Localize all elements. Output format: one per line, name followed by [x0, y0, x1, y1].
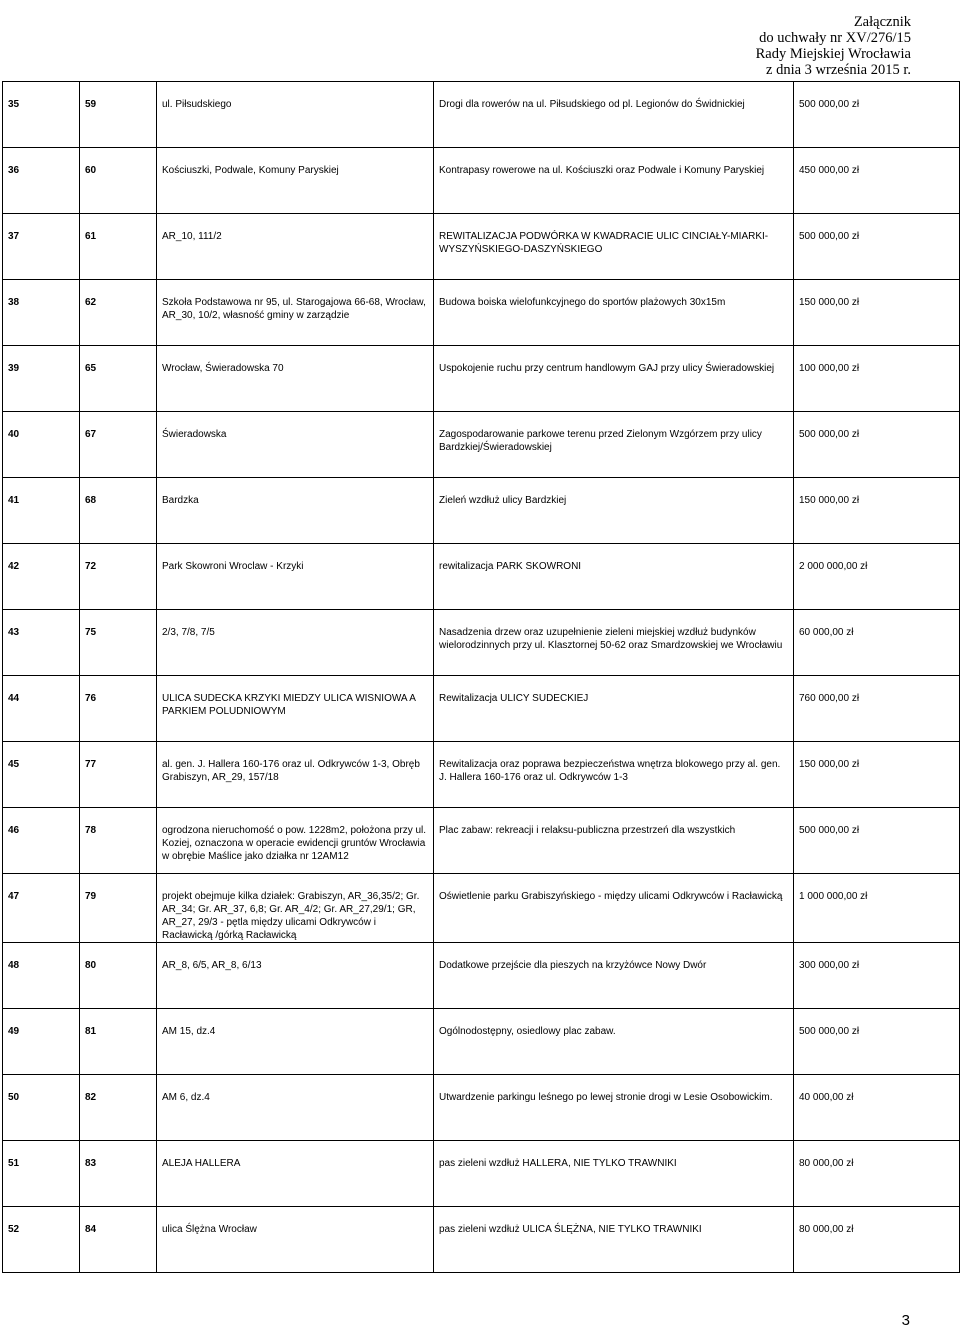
row-number-cell: 51 [3, 1141, 80, 1207]
projects-table [2, 81, 960, 1273]
table-row [3, 742, 960, 808]
table-row [3, 676, 960, 742]
description-cell: Ogólnodostępny, osiedlowy plac zabaw. [434, 1009, 794, 1075]
projects-table-body [3, 82, 960, 1273]
description-cell: pas zieleni wzdłuż ULICA ŚLĘŻNA, NIE TYLKO TRAWNIKI [434, 1207, 794, 1273]
project-id-cell: 75 [80, 610, 157, 676]
table-row [3, 82, 960, 148]
location-cell: AM 15, dz.4 [157, 1009, 434, 1075]
project-id-cell: 84 [80, 1207, 157, 1273]
description-cell: Dodatkowe przejście dla pieszych na krzyżówce Nowy Dwór [434, 943, 794, 1009]
amount-cell: 80 000,00 zł [794, 1141, 960, 1207]
amount-cell: 80 000,00 zł [794, 1207, 960, 1273]
table-row [3, 808, 960, 874]
header-date: z dnia 3 września 2015 r. [766, 62, 911, 78]
row-number-cell: 41 [3, 478, 80, 544]
location-cell: ulica Ślężna Wrocław [157, 1207, 434, 1273]
row-number-cell: 50 [3, 1075, 80, 1141]
project-id-cell: 81 [80, 1009, 157, 1075]
table-row [3, 1009, 960, 1075]
description-cell: Oświetlenie parku Grabiszyńskiego - między ulicami Odkrywców i Racławicką [434, 874, 794, 943]
amount-cell: 500 000,00 zł [794, 808, 960, 874]
location-cell: Kościuszki, Podwale, Komuny Paryskiej [157, 148, 434, 214]
amount-cell: 2 000 000,00 zł [794, 544, 960, 610]
amount-cell: 150 000,00 zł [794, 280, 960, 346]
project-id-cell: 82 [80, 1075, 157, 1141]
location-cell: Bardzka [157, 478, 434, 544]
header-resolution: do uchwały nr XV/276/15 [759, 30, 911, 46]
description-cell: Zieleń wzdłuż ulicy Bardzkiej [434, 478, 794, 544]
project-id-cell: 76 [80, 676, 157, 742]
location-cell: Świeradowska [157, 412, 434, 478]
amount-cell: 60 000,00 zł [794, 610, 960, 676]
table-row [3, 1207, 960, 1273]
project-id-cell: 72 [80, 544, 157, 610]
table-row [3, 148, 960, 214]
location-cell: AR_10, 111/2 [157, 214, 434, 280]
table-row [3, 280, 960, 346]
project-id-cell: 77 [80, 742, 157, 808]
location-cell: al. gen. J. Hallera 160-176 oraz ul. Odkrywców 1-3, Obręb Grabiszyn, AR_29, 157/18 [157, 742, 434, 808]
table-row [3, 478, 960, 544]
row-number-cell: 46 [3, 808, 80, 874]
project-id-cell: 79 [80, 874, 157, 943]
location-cell: Park Skowroni Wroclaw - Krzyki [157, 544, 434, 610]
table-row [3, 544, 960, 610]
amount-cell: 500 000,00 zł [794, 412, 960, 478]
table-row [3, 874, 960, 943]
amount-cell: 150 000,00 zł [794, 478, 960, 544]
table-row [3, 610, 960, 676]
amount-cell: 760 000,00 zł [794, 676, 960, 742]
location-cell: ALEJA HALLERA [157, 1141, 434, 1207]
description-cell: Drogi dla rowerów na ul. Piłsudskiego od pl. Legionów do Świdnickiej [434, 82, 794, 148]
location-cell: ul. Piłsudskiego [157, 82, 434, 148]
location-cell: AR_8, 6/5, AR_8, 6/13 [157, 943, 434, 1009]
project-id-cell: 67 [80, 412, 157, 478]
amount-cell: 450 000,00 zł [794, 148, 960, 214]
project-id-cell: 78 [80, 808, 157, 874]
location-cell: 2/3, 7/8, 7/5 [157, 610, 434, 676]
row-number-cell: 43 [3, 610, 80, 676]
row-number-cell: 40 [3, 412, 80, 478]
table-row [3, 214, 960, 280]
table-row [3, 1075, 960, 1141]
page-number: 3 [901, 1312, 910, 1329]
description-cell: Rewitalizacja oraz poprawa bezpieczeństwa wnętrza blokowego przy al. gen. J. Hallera 160-176 oraz ul. Odkrywców 1-3 [434, 742, 794, 808]
table-row [3, 943, 960, 1009]
amount-cell: 500 000,00 zł [794, 82, 960, 148]
row-number-cell: 44 [3, 676, 80, 742]
row-number-cell: 35 [3, 82, 80, 148]
project-id-cell: 83 [80, 1141, 157, 1207]
amount-cell: 500 000,00 zł [794, 214, 960, 280]
row-number-cell: 42 [3, 544, 80, 610]
project-id-cell: 68 [80, 478, 157, 544]
row-number-cell: 37 [3, 214, 80, 280]
project-id-cell: 65 [80, 346, 157, 412]
description-cell: Uspokojenie ruchu przy centrum handlowym GAJ przy ulicy Świeradowskiej [434, 346, 794, 412]
description-cell: Utwardzenie parkingu leśnego po lewej stronie drogi w Lesie Osobowickim. [434, 1075, 794, 1141]
description-cell: pas zieleni wzdłuż HALLERA, NIE TYLKO TRAWNIKI [434, 1141, 794, 1207]
row-number-cell: 36 [3, 148, 80, 214]
project-id-cell: 62 [80, 280, 157, 346]
row-number-cell: 38 [3, 280, 80, 346]
table-row [3, 346, 960, 412]
description-cell: rewitalizacja PARK SKOWRONI [434, 544, 794, 610]
location-cell: Szkoła Podstawowa nr 95, ul. Starogajowa 66-68, Wrocław, AR_30, 10/2, własność gminy w zarządzie [157, 280, 434, 346]
location-cell: Wrocław, Świeradowska 70 [157, 346, 434, 412]
row-number-cell: 45 [3, 742, 80, 808]
description-cell: Plac zabaw: rekreacji i relaksu-publiczna przestrzeń dla wszystkich [434, 808, 794, 874]
table-row [3, 1141, 960, 1207]
description-cell: Nasadzenia drzew oraz uzupełnienie zieleni miejskiej wzdłuż budynków wielorodzinnych przy ul. Klasztornej 50-62 oraz Smardzowskiej we Wrocławiu [434, 610, 794, 676]
project-id-cell: 60 [80, 148, 157, 214]
description-cell: Kontrapasy rowerowe na ul. Kościuszki oraz Podwale i Komuny Paryskiej [434, 148, 794, 214]
table-row [3, 412, 960, 478]
row-number-cell: 49 [3, 1009, 80, 1075]
header-council: Rady Miejskiej Wrocławia [755, 46, 911, 62]
attachment-header [756, 14, 911, 78]
amount-cell: 150 000,00 zł [794, 742, 960, 808]
project-id-cell: 61 [80, 214, 157, 280]
amount-cell: 500 000,00 zł [794, 1009, 960, 1075]
amount-cell: 100 000,00 zł [794, 346, 960, 412]
location-cell: AM 6, dz.4 [157, 1075, 434, 1141]
description-cell: Budowa boiska wielofunkcyjnego do sportów plażowych 30x15m [434, 280, 794, 346]
row-number-cell: 48 [3, 943, 80, 1009]
description-cell: Zagospodarowanie parkowe terenu przed Zielonym Wzgórzem przy ulicy Bardzkiej/Świeradowskiej [434, 412, 794, 478]
location-cell: ULICA SUDECKA KRZYKI MIEDZY ULICA WISNIOWA A PARKIEM POLUDNIOWYM [157, 676, 434, 742]
project-id-cell: 80 [80, 943, 157, 1009]
header-title: Załącznik [853, 14, 911, 30]
row-number-cell: 47 [3, 874, 80, 943]
amount-cell: 1 000 000,00 zł [794, 874, 960, 943]
description-cell: Rewitalizacja ULICY SUDECKIEJ [434, 676, 794, 742]
row-number-cell: 39 [3, 346, 80, 412]
amount-cell: 40 000,00 zł [794, 1075, 960, 1141]
row-number-cell: 52 [3, 1207, 80, 1273]
description-cell: REWITALIZACJA PODWÓRKA W KWADRACIE ULIC CINCIAŁY-MIARKI-WYSZYŃSKIEGO-DASZYŃSKIEGO [434, 214, 794, 280]
project-id-cell: 59 [80, 82, 157, 148]
location-cell: ogrodzona nieruchomość o pow. 1228m2, położona przy ul. Koziej, oznaczona w operacie ewidencji gruntów Wrocławia w obrębie Maślice jako działka nr 12AM12 [157, 808, 434, 874]
amount-cell: 300 000,00 zł [794, 943, 960, 1009]
location-cell: projekt obejmuje kilka działek: Grabiszyn, AR_36,35/2; Gr. AR_34; Gr. AR_37, 6,8; Gr. AR_4/2; Gr. AR_27,29/1; GR, AR_27, 29/3 - pętla między ulicami Odkrywców i Racławicką /górką Racławicką [157, 874, 434, 943]
